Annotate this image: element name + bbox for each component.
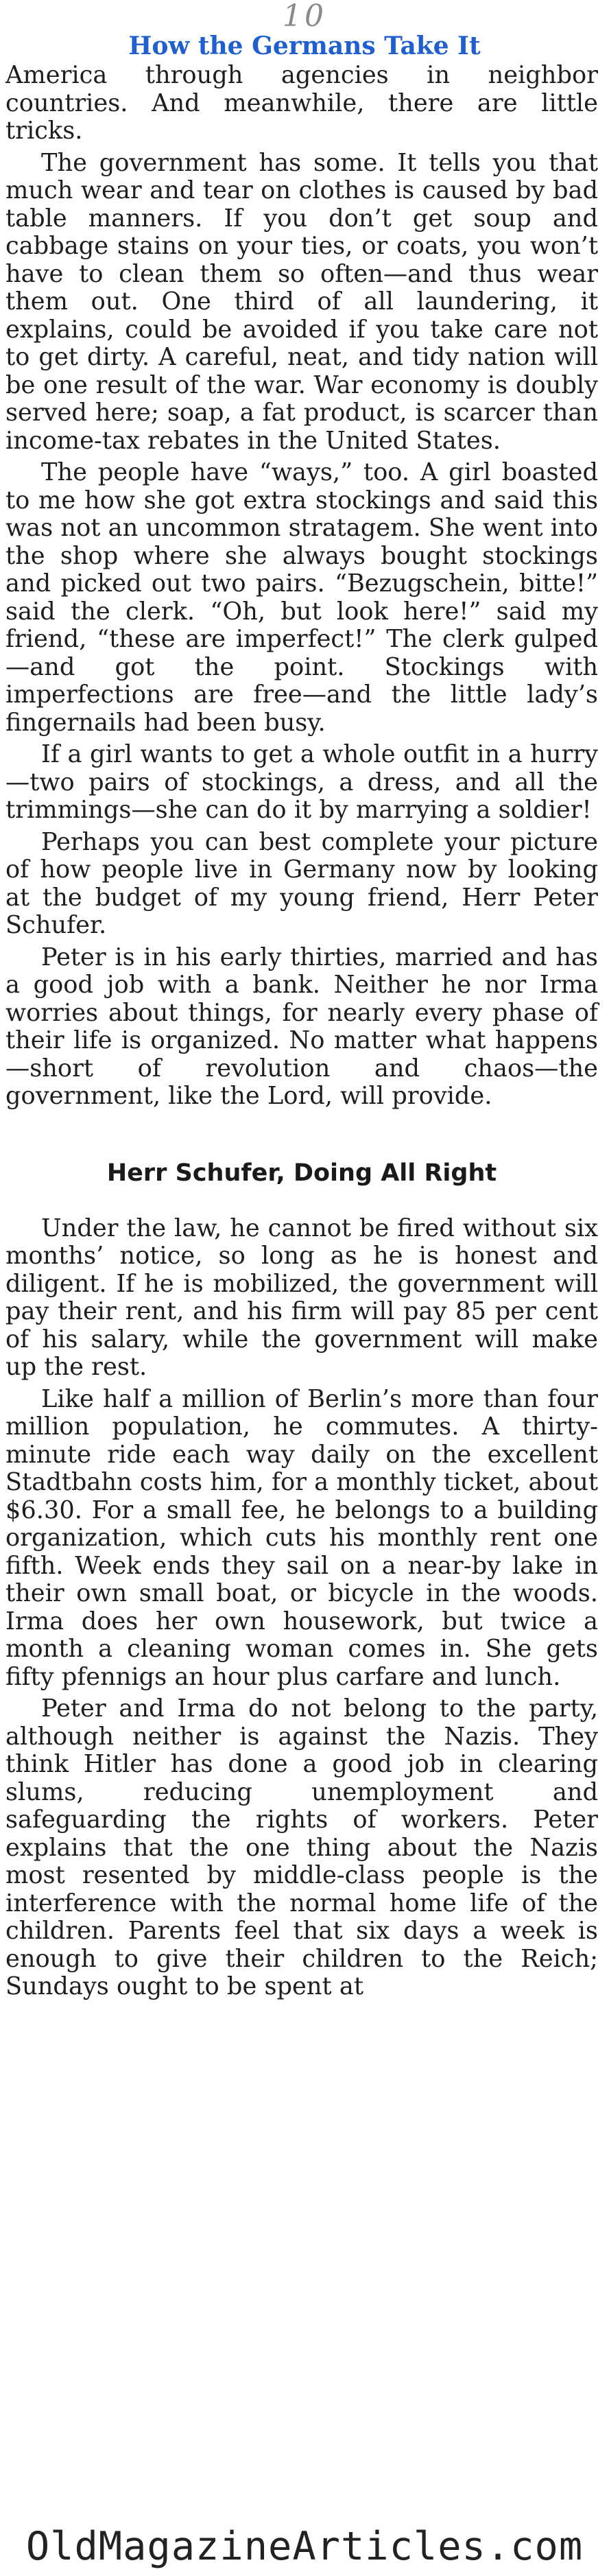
- paragraph-continuation: America through agencies in neighbor countries. And meanwhile, there are little tricks.: [5, 61, 598, 145]
- section-subheading: Herr Schufer, Doing All Right: [106, 1159, 497, 1187]
- paragraph-stockings-story: The people have “ways,” too. A girl boasted to me how she got extra stockings and said this was not an uncommon stratagem. She went into the shop where she always bought stockings and picked out two pairs. “Bezugschein, bitte!” said the clerk. “Oh, but look here!” said my friend, “these are imperfect!” The clerk gulped—and got the point. Stockings with imperfections are free—and the little lady’s fingernails had been busy.: [5, 458, 598, 737]
- running-title: How the Germans Take It: [128, 32, 481, 60]
- paragraph-commute: Like half a million of Berlin’s more than four million population, he commutes. A thirty-minute ride each way daily on the excellent Stadtbahn costs him, for a monthly ticket, about $6.30. For a small fee, he belongs to a building organization, which cuts his monthly rent one fifth. Week ends they sail on a near-by lake in their own small boat, or bicycle in the woods. Irma does her own housework, but twice a month a cleaning woman comes in. She gets fifty pfennigs an hour plus carfare and lunch.: [5, 1384, 598, 1691]
- paragraph-budget-intro: Perhaps you can best complete your picture of how people live in Germany now by looking at the budget of my young friend, Herr Peter Schufer.: [5, 827, 598, 939]
- paragraph-peter-intro: Peter is in his early thirties, married and has a good job with a bank. Neither he nor Irma worries about things, for nearly every phase of their life is organized. No matter what happens—short of revolution and chaos—the government, like the Lord, will provide.: [5, 943, 598, 1110]
- article-body: [5, 62, 598, 2001]
- paragraph-government-tips: The government has some. It tells you that much wear and tear on clothes is caused by bad table manners. If you don’t get soup and cabbage stains on your ties, or coats, you won’t have to clean them so often—and thus wear them out. One third of all laundering, it explains, could be avoided if you take care not to get dirty. A careful, neat, and tidy nation will be one result of the war. War economy is doubly served here; soap, a fat product, is scarcer than income-tax rebates in the United States.: [5, 148, 598, 455]
- paragraph-party-views: Peter and Irma do not belong to the party, although neither is against the Nazis. They think Hitler has done a good job in clearing slums, reducing unemployment and safeguarding the rights of workers. Peter explains that the one thing about the Nazis most resented by middle-class people is the interference with the normal home life of the children. Parents feel that six days a week is enough to give their children to the Reich; Sundays ought to be spent at: [5, 1694, 598, 2000]
- source-credit: OldMagazineArticles.com: [25, 2524, 584, 2569]
- paragraph-job-security: Under the law, he cannot be fired without six months’ notice, so long as he is honest and diligent. If he is mobilized, the government will pay their rent, and his firm will pay 85 per cent of his salary, while the government will make up the rest.: [5, 1214, 598, 1381]
- page-number: 10: [283, 0, 326, 34]
- paragraph-marrying-soldier: If a girl wants to get a whole outfit in a hurry—two pairs of stockings, a dress, and all the trimmings—she can do it by marrying a soldier!: [5, 740, 598, 824]
